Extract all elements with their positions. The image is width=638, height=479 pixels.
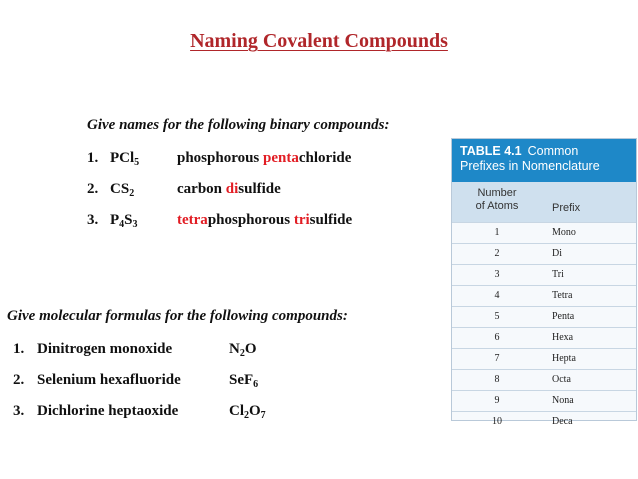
compound-name: Selenium hexafluoride	[37, 372, 181, 388]
compound-name: Dinitrogen monoxide	[37, 341, 173, 357]
atom-count-cell: 6	[494, 332, 500, 343]
atom-count-cell: 2	[494, 248, 500, 259]
compound-name-answer: phosphorous pentachloride	[177, 150, 352, 166]
table-row	[452, 264, 636, 285]
table-row	[452, 285, 636, 306]
section1-heading: Give names for the following binary compounds:	[87, 117, 390, 133]
list-item-number: 3.	[13, 403, 25, 419]
prefix-cell: Tetra	[552, 290, 573, 301]
formula-answer: $Cl_2O_7$	[229, 403, 266, 421]
list-item-number: 2.	[13, 372, 25, 388]
compound-name: Dichlorine heptaoxide	[37, 403, 179, 419]
compound-name-answer: carbon disulfide	[177, 181, 281, 197]
prefix-table	[451, 138, 637, 427]
prefix-cell: Hepta	[552, 353, 576, 364]
table-row	[452, 369, 636, 390]
table-label: TABLE 4.1	[460, 144, 522, 158]
prefix-cell: Mono	[552, 227, 576, 238]
compound-formula: $P_4S_3$	[110, 212, 138, 230]
list-item-number: 2.	[87, 181, 99, 197]
atom-count-cell: 9	[494, 395, 500, 406]
table-body	[452, 222, 636, 432]
table-row	[452, 327, 636, 348]
atom-count-cell: 1	[494, 227, 500, 238]
column-header-prefix: Prefix	[552, 202, 581, 214]
page-title: Naming Covalent Compounds	[190, 30, 448, 52]
atom-count-cell: 8	[494, 374, 500, 385]
prefix-cell: Di	[552, 248, 562, 259]
list-item-number: 1.	[87, 150, 99, 166]
list-item-number: 1.	[13, 341, 25, 357]
table-header	[452, 139, 636, 182]
column-header-atoms: Number of Atoms	[475, 187, 519, 212]
table-title-line2: Prefixes in Nomenclature	[460, 159, 600, 173]
atom-count-cell: 10	[492, 416, 502, 427]
prefix-cell: Hexa	[552, 332, 574, 343]
table-column-headers	[452, 182, 636, 222]
table-row	[452, 348, 636, 369]
prefix-cell: Penta	[552, 311, 575, 322]
table-row	[452, 411, 636, 432]
atom-count-cell: 3	[494, 269, 500, 280]
atom-count-cell: 7	[494, 353, 500, 364]
section2-heading: Give molecular formulas for the following compounds:	[7, 308, 348, 324]
formula-answer: $N_2O$	[229, 341, 257, 359]
table-row	[452, 390, 636, 411]
table-title-line1: Common	[527, 144, 579, 158]
prefix-cell: Nona	[552, 395, 574, 406]
atom-count-cell: 5	[494, 311, 500, 322]
prefix-cell: Tri	[552, 269, 564, 280]
compound-formula: $CS_2$	[110, 181, 135, 199]
table-row	[452, 222, 636, 243]
compound-name-answer: tetraphosphorous trisulfide	[177, 212, 353, 228]
formula-answer: SeF$_6$	[229, 372, 259, 390]
compound-formula: PCl$_5$	[110, 150, 140, 168]
list-item-number: 3.	[87, 212, 99, 228]
prefix-cell: Octa	[552, 374, 571, 385]
table-row	[452, 243, 636, 264]
prefix-cell: Deca	[552, 416, 573, 427]
table-row	[452, 306, 636, 327]
atom-count-cell: 4	[494, 290, 500, 301]
